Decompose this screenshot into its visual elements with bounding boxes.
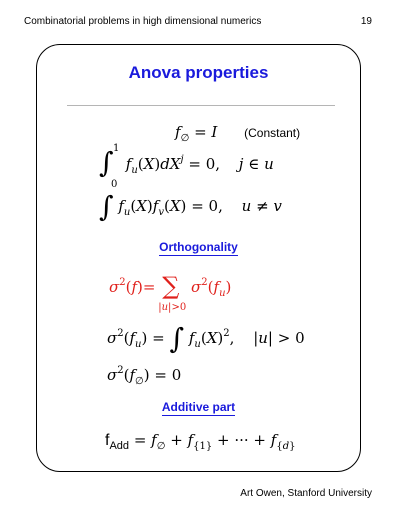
equation-constant: $f_\emptyset = I$ (Constant)	[175, 123, 301, 144]
section-additive: Additive part	[161, 400, 236, 414]
constant-note: (Constant)	[244, 126, 301, 140]
slide-panel	[36, 44, 361, 472]
section-orthogonality: Orthogonality	[159, 240, 238, 254]
slide-title: Anova properties	[128, 63, 269, 82]
equation-integral-zero: ∫ 1 0 $f_u(X)dX^j = 0$, j ∈ u	[99, 143, 274, 190]
footer-author: Art Owen, Stanford University	[240, 488, 372, 499]
title-divider	[67, 105, 335, 106]
equation-empty-variance: $\sigma^2(f_\emptyset) = 0$	[107, 365, 182, 387]
equation-component-variance: $\sigma^2(f_u)$ = ∫ $f_u(X)^2$, |u| > 0	[107, 322, 305, 355]
equation-orthogonal-product: ∫ $f_u(X)f_v(X) = 0$, u ≠ v	[99, 190, 282, 223]
equation-additive-part: $f_{Add} = f_\emptyset + f_{\{1\}}$ + ··· + $f_{\{d\}}$	[105, 431, 296, 452]
equation-variance-decomposition: $\sigma^2(f)=$ ∑ |u|>0 $\sigma^2(f_u)$	[109, 272, 232, 313]
header-title: Combinatorial problems in high dimensional numerics	[24, 16, 262, 27]
page-number: 19	[360, 16, 372, 27]
